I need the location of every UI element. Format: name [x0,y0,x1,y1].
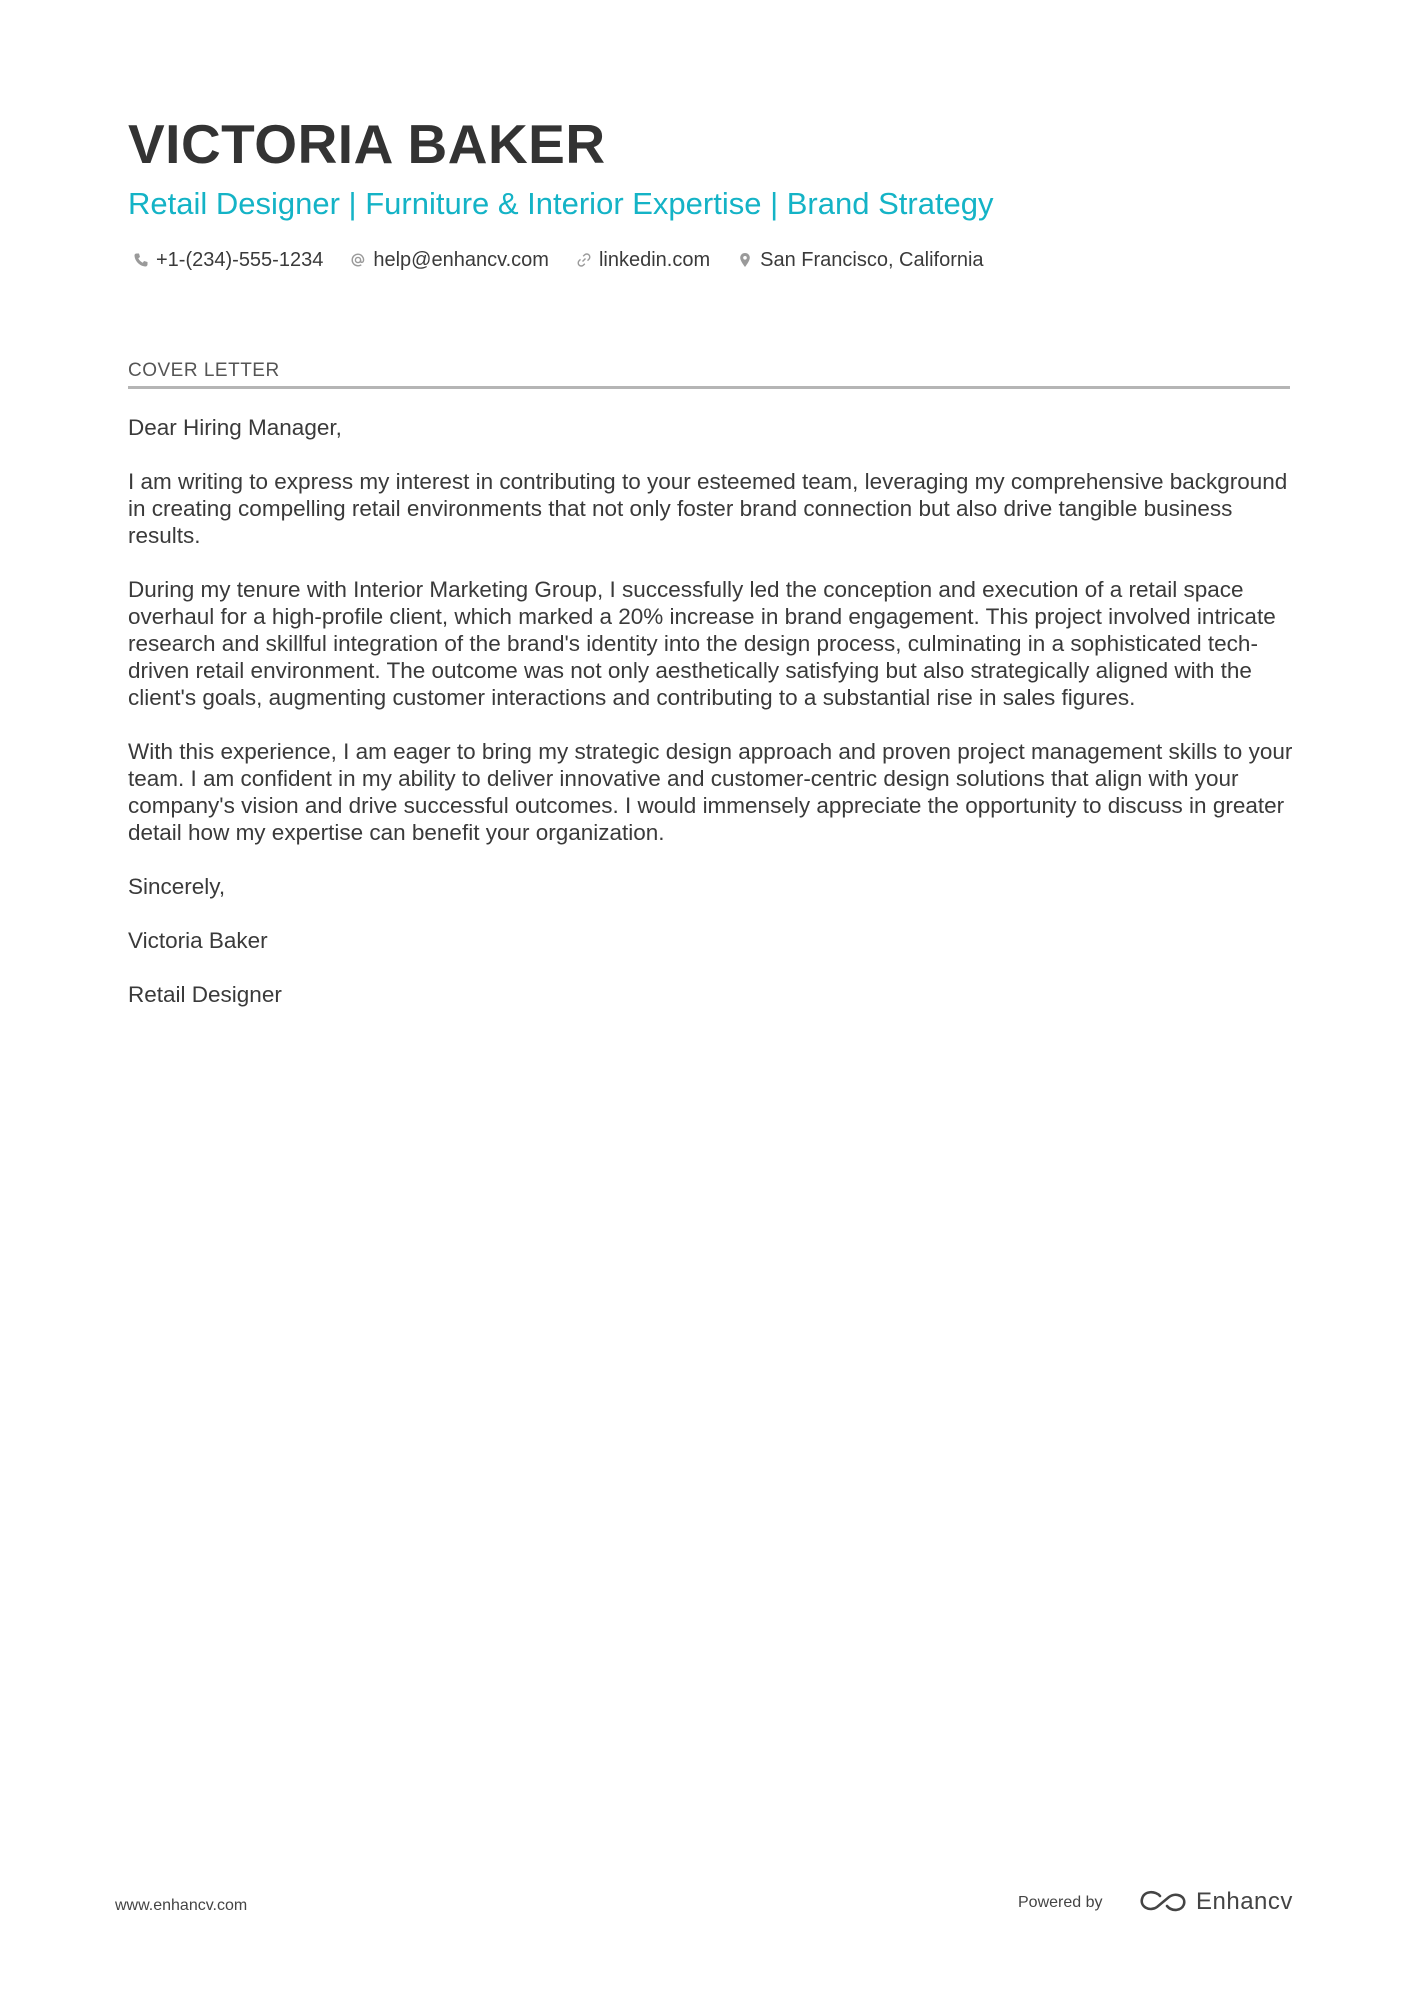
contact-link[interactable] [575,249,710,272]
letter-closing: Sincerely, [128,874,226,899]
letter-paragraph: I am writing to express my interest in contributing to your esteemed team, leveraging my comprehensive background in creating compelling retail environments that not only foster brand connection but also drive tangible business results. [128,469,1288,548]
letter-greeting: Dear Hiring Manager, [128,415,342,440]
enhancv-logo-icon [1138,1888,1188,1916]
brand-name: Enhancv [1196,1888,1293,1915]
brand-logo-link[interactable] [1138,1888,1293,1916]
link-text: linkedin.com [598,248,711,271]
link-icon [575,251,593,269]
phone-text: +1-(234)-555-1234 [156,248,324,271]
letter-paragraph: With this experience, I am eager to bring my strategic design approach and proven project management skills to your team. I am confident in my ability to deliver innovative and customer-centric design solutions that align with your company's vision and drive successful outcomes. I would immensely appreciate the opportunity to discuss in greater detail how my expertise can benefit your organization. [128,739,1293,845]
powered-by-label: Powered by [1018,1894,1103,1911]
letter-body [128,414,1293,1035]
contact-email[interactable] [349,249,549,272]
section-divider [128,386,1290,389]
letter-paragraph: During my tenure with Interior Marketing Group, I successfully led the conception and execution of a retail space overhaul for a high-profile client, which marked a 20% increase in brand engagement. This project involved intricate research and skillful integration of the brand's identity into the design process, culminating in a sophisticated tech-driven retail environment. The outcome was not only aesthetically satisfying but also strategically aligned with the client's goals, augmenting customer interactions and contributing to a substantial rise in sales figures. [128,577,1276,710]
location-text: San Francisco, California [760,248,984,271]
candidate-title: Retail Designer | Furniture & Interior Expertise | Brand Strategy [128,186,994,221]
at-icon [349,251,367,269]
signature-name: Victoria Baker [128,928,268,953]
candidate-name: VICTORIA BAKER [128,113,606,175]
location-pin-icon [736,251,754,269]
phone-icon [132,251,150,269]
footer-website-link[interactable]: www.enhancv.com [115,1897,248,1914]
signature-title: Retail Designer [128,982,282,1007]
contact-phone[interactable] [132,249,323,272]
contact-location [736,249,983,272]
section-heading: COVER LETTER [128,360,280,381]
contact-bar [132,245,1010,275]
email-text: help@enhancv.com [373,248,549,271]
